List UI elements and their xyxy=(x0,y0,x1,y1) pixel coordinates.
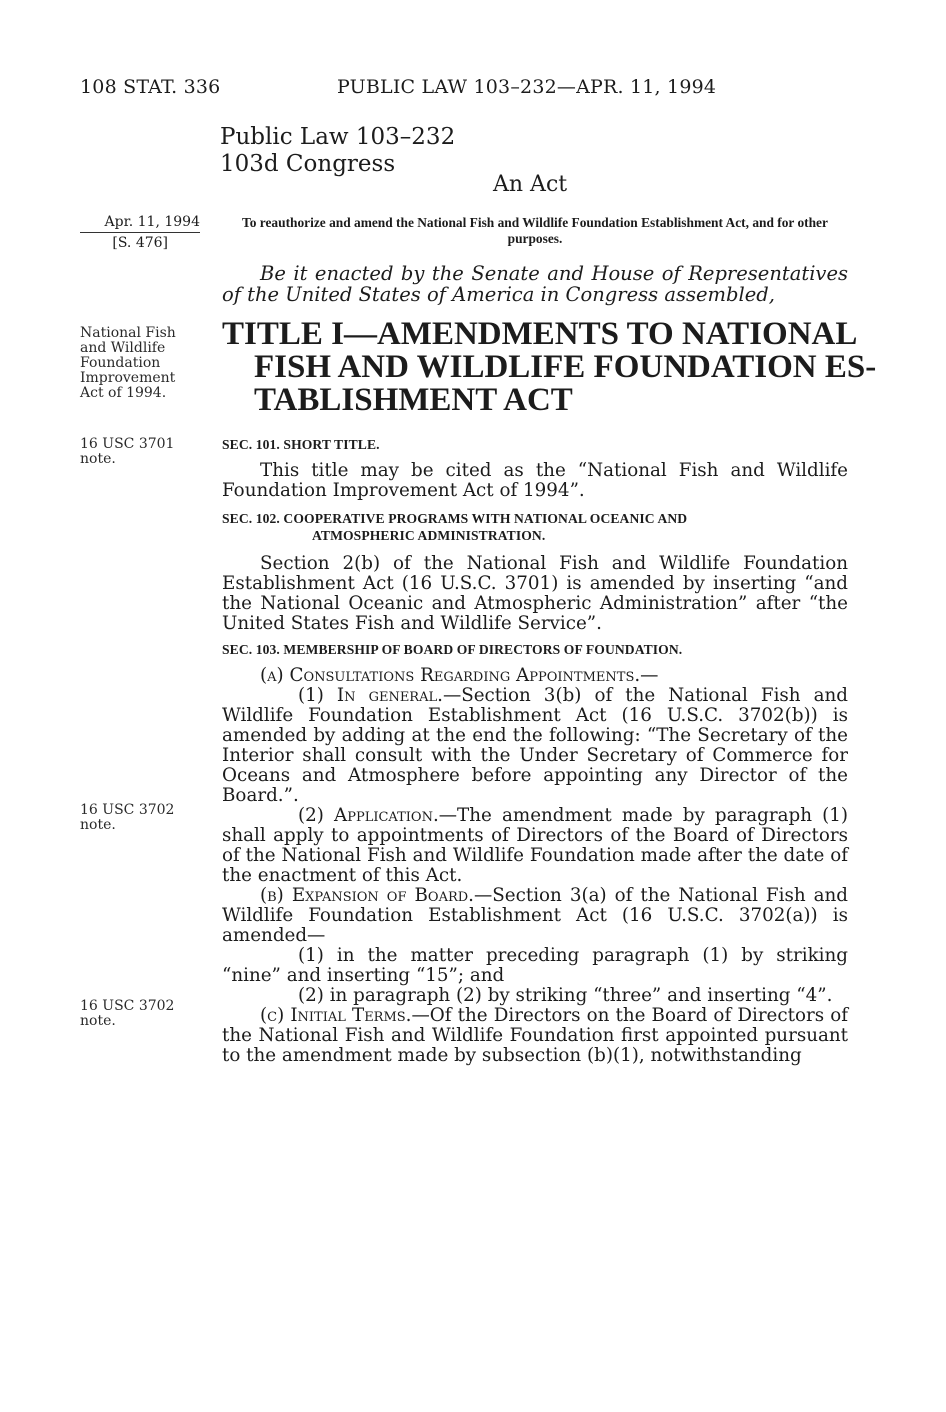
margin-note-usc-3701 xyxy=(80,437,174,467)
paragraph-a2 xyxy=(222,806,848,886)
margin-note-line: Act of 1994. xyxy=(80,385,167,401)
paragraph-a1-text: —Section 3(b) of the National Fish and Wildlife Foundation Establishment Act (16 U.S.C. 3702(b)) is amended by adding at the end the following: “The Secretary of the Interior shall consult with the Under Secretary of Commerce for Oceans and Atmosphere before appointing any Director of the Board.”. xyxy=(222,685,848,806)
sec-101-text: This title may be cited as the “National Fish and Wildlife Foundation Improvement Act of 1994”. xyxy=(222,460,848,501)
sec-101-heading: SEC. 101. SHORT TITLE. xyxy=(222,437,380,452)
public-law-number: Public Law 103–232 xyxy=(220,124,456,150)
margin-note-line: Foundation xyxy=(80,355,161,371)
margin-note-line: and Wildlife xyxy=(80,340,166,356)
paragraph-a2-text: —The amendment made by paragraph (1) shall apply to appointments of Directors of the Board of Directors of the National Fish and Wildlife Foundation made after the date of the enactment of this Act. xyxy=(222,805,848,886)
margin-note-line: note. xyxy=(80,1013,116,1029)
margin-bill-number: [S. 476] xyxy=(112,235,168,251)
margin-note-line: 16 USC 3701 xyxy=(80,436,175,452)
title-i-heading xyxy=(222,316,877,418)
paragraph-a2-label: (2) Application. xyxy=(298,805,439,826)
subsection-c-text: —Of the Directors on the Board of Directors of the National Fish and Wildlife Foundation first appointed pursuant to the amendment made by subsection (b)(1), notwithstanding xyxy=(222,1005,848,1066)
subsection-b xyxy=(222,886,848,946)
running-head: PUBLIC LAW 103–232—APR. 11, 1994 xyxy=(337,76,717,98)
margin-note-short-title xyxy=(80,326,176,401)
paragraph-b2: (2) in paragraph (2) by striking “three” and inserting “4”. xyxy=(298,985,833,1006)
sec-102-heading: SEC. 102. COOPERATIVE PROGRAMS WITH NATIONAL OCEANIC AND xyxy=(222,511,688,526)
congress-number: 103d Congress xyxy=(220,151,396,177)
subsection-c xyxy=(222,1006,848,1066)
title-line: TITLE I—AMENDMENTS TO NATIONAL xyxy=(222,316,858,352)
paragraph-a1-label: (1) In general. xyxy=(298,685,443,706)
an-act-heading: An Act xyxy=(493,172,568,197)
margin-note-line: 16 USC 3702 xyxy=(80,998,175,1014)
margin-note-usc-3702-a xyxy=(80,803,174,833)
paragraph-b1: (1) in the matter preceding paragraph (1) by striking “nine” and inserting “15”; and xyxy=(222,945,848,986)
sec-102-text: Section 2(b) of the National Fish and Wildlife Foundation Establishment Act (16 U.S.C. 3701) is amended by inserting “and the National Oceanic and Atmospheric Administration” after “the United States Fish and Wildlife Service”. xyxy=(222,553,848,634)
public-law-heading xyxy=(220,124,455,178)
long-title: To reauthorize and amend the National Fish and Wildlife Foundation Establishment Act, and for other purposes. xyxy=(242,215,828,246)
margin-date-block xyxy=(80,214,200,251)
margin-note-usc-3702-b xyxy=(80,999,174,1029)
subsection-c-label: (c) Initial Terms. xyxy=(260,1005,412,1026)
margin-note-line: note. xyxy=(80,817,116,833)
subsection-b-text: —Section 3(a) of the National Fish and Wildlife Foundation Establishment Act (16 U.S.C. 3702(a)) is amended— xyxy=(222,885,848,946)
subsection-a-label: (a) Consultations Regarding Appointments.— xyxy=(260,665,659,686)
title-line: TABLISHMENT ACT xyxy=(254,382,573,418)
paragraph-a1 xyxy=(222,686,848,806)
margin-date: Apr. 11, 1994 xyxy=(80,214,200,233)
margin-note-line: Improvement xyxy=(80,370,176,386)
title-line: FISH AND WILDLIFE FOUNDATION ES- xyxy=(254,349,877,385)
subsection-b-label: (b) Expansion of Board. xyxy=(260,885,474,906)
page-number-header: 108 STAT. 336 xyxy=(80,76,221,98)
enacting-clause: Be it enacted by the Senate and House of Representatives of the United States of America in Congress assembled, xyxy=(222,262,848,306)
sec-103-heading: SEC. 103. MEMBERSHIP OF BOARD OF DIRECTORS OF FOUNDATION. xyxy=(222,642,683,657)
margin-note-line: National Fish xyxy=(80,325,176,341)
sec-103-content xyxy=(222,666,848,1066)
margin-note-line: note. xyxy=(80,451,116,467)
sec-102-heading-cont: ATMOSPHERIC ADMINISTRATION. xyxy=(312,528,546,543)
margin-note-line: 16 USC 3702 xyxy=(80,802,175,818)
subsection-a-heading xyxy=(222,666,848,686)
